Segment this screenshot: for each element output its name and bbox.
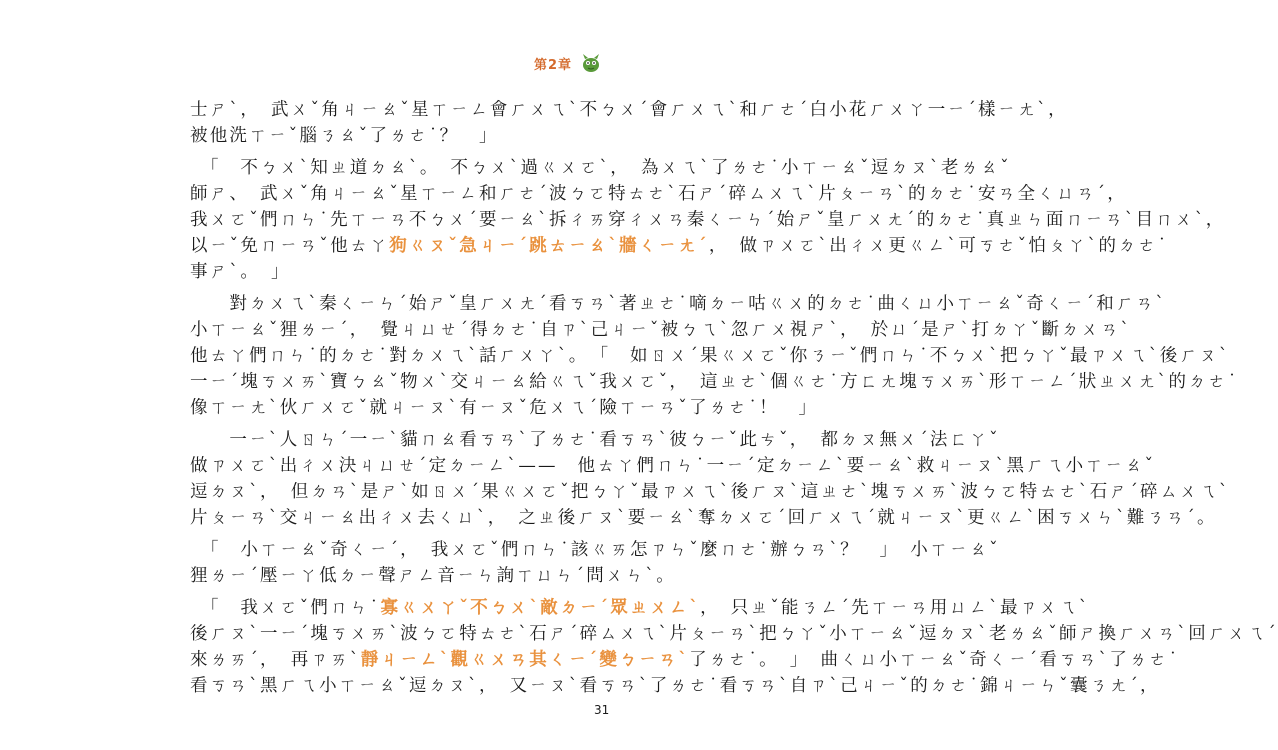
text-segment: 來ㄌㄞˊ， 再ㄗㄞˋ [190,650,361,670]
highlighted-idiom: 狗ㄍㄡˇ急ㄐㄧˊ跳ㄊㄧㄠˋ牆ㄑㄧㄤˊ [389,236,709,256]
chapter-header [534,52,602,74]
text-line [190,647,1180,673]
text-segment: 「 不ㄅㄨˋ知ㄓ道ㄉㄠˋ。 不ㄅㄨˋ過ㄍㄨㄛˋ， 為ㄨㄟˋ了ㄌㄜ˙小ㄒㄧㄠˇ逗ㄉㄡˋ老ㄌㄠˇ [190,158,1011,178]
text-line [190,595,1090,621]
text-segment: ， 只ㄓˇ能ㄋㄥˊ先ㄒㄧㄢ用ㄩㄥˋ最ㄗㄨㄟˋ [700,598,1090,618]
text-segment: 我ㄨㄛˇ們ㄇㄣ˙先ㄒㄧㄢ不ㄅㄨˊ要ㄧㄠˋ拆ㄔㄞ穿ㄔㄨㄢ秦ㄑㄧㄣˊ始ㄕˇ皇ㄏㄨㄤˊ的ㄉㄜ˙真ㄓㄣ面ㄇㄧㄢˋ目ㄇㄨˋ， [190,210,1226,230]
text-segment: ， 做ㄗㄨㄛˋ出ㄔㄨ更ㄍㄥˋ可ㄎㄜˇ怕ㄆㄚˋ的ㄉㄜ˙ [708,236,1169,256]
text-line [190,621,1278,647]
text-segment: 他ㄊㄚ們ㄇㄣ˙的ㄉㄜ˙對ㄉㄨㄟˋ話ㄏㄨㄚˋ。 「 如ㄖㄨˊ果ㄍㄨㄛˇ你ㄋㄧˇ們ㄇㄣ˙不ㄅㄨˋ把ㄅㄚˇ最ㄗㄨㄟˋ後ㄏㄡˋ [190,346,1230,366]
text-line [190,369,1239,395]
text-segment: 師ㄕ、 武ㄨˇ角ㄐㄧㄠˇ星ㄒㄧㄥ和ㄏㄜˊ波ㄅㄛ特ㄊㄜˋ石ㄕˊ碎ㄙㄨㄟˋ片ㄆㄧㄢˋ的ㄉㄜ˙安ㄢ全ㄑㄩㄢˊ， [190,184,1127,204]
text-line [190,453,1156,479]
highlighted-idiom: 靜ㄐㄧㄥˋ觀ㄍㄨㄢ其ㄑㄧˊ變ㄅㄧㄢˋ [360,650,690,670]
text-segment: 看ㄎㄢˋ黑ㄏㄟ小ㄒㄧㄠˇ逗ㄉㄡˋ， 又ㄧㄡˋ看ㄎㄢˋ了ㄌㄜ˙看ㄎㄢˋ自ㄗˋ己ㄐㄧˇ的ㄉㄜ˙錦ㄐㄧㄣˇ囊ㄋㄤˊ， [190,676,1160,696]
text-segment: 後ㄏㄡˋ一ㄧˊ塊ㄎㄨㄞˋ波ㄅㄛ特ㄊㄜˋ石ㄕˊ碎ㄙㄨㄟˋ片ㄆㄧㄢˋ把ㄅㄚˇ小ㄒㄧㄠˇ逗ㄉㄡˋ老ㄌㄠˇ師ㄕ換ㄏㄨㄢˋ回ㄏㄨㄟˊ [190,624,1278,644]
text-segment: 狸ㄌㄧˊ壓ㄧㄚ低ㄉㄧ聲ㄕㄥ音ㄧㄣ詢ㄒㄩㄣˊ問ㄨㄣˋ。 [190,566,676,586]
highlighted-idiom: 寡ㄍㄨㄚˇ不ㄅㄨˋ敵ㄉㄧˊ眾ㄓㄨㄥˋ [380,598,701,618]
text-line [190,317,1132,343]
text-line [190,537,1000,563]
text-line [190,505,1217,531]
text-line [190,123,580,149]
text-segment: 事ㄕˋ。 」 [190,262,291,282]
text-segment: 小ㄒㄧㄠˇ狸ㄌㄧˊ， 覺ㄐㄩㄝˊ得ㄉㄜ˙自ㄗˋ己ㄐㄧˇ被ㄅㄟˋ忽ㄏㄨ視ㄕˋ， 於ㄩˊ是ㄕˋ打ㄉㄚˇ斷ㄉㄨㄢˋ [190,320,1132,340]
text-line [190,673,1160,699]
chapter-label: 第2章 [533,57,572,73]
page-number: 31 [594,703,610,717]
text-segment: 對ㄉㄨㄟˋ秦ㄑㄧㄣˊ始ㄕˇ皇ㄏㄨㄤˊ看ㄎㄢˋ著ㄓㄜ˙嘀ㄉㄧ咕ㄍㄨ的ㄉㄜ˙曲ㄑㄩ小ㄒㄧㄠˇ奇ㄑㄧˊ和ㄏㄢˋ [190,294,1167,314]
green-monster-icon [580,52,602,74]
text-line [190,259,580,285]
text-line [190,291,1167,317]
text-line [190,427,1000,453]
text-line [190,479,1230,505]
text-line [190,181,1127,207]
text-segment: 做ㄗㄨㄛˋ出ㄔㄨ決ㄐㄩㄝˊ定ㄉㄧㄥˋ—— 他ㄊㄚ們ㄇㄣ˙一ㄧˊ定ㄉㄧㄥˋ要ㄧㄠˋ救ㄐㄧㄡˋ黑ㄏㄟ小ㄒㄧㄠˇ [190,456,1156,476]
text-segment: 「 我ㄨㄛˇ們ㄇㄣ˙ [190,598,381,618]
text-segment: 士ㄕˋ， 武ㄨˇ角ㄐㄧㄠˇ星ㄒㄧㄥ會ㄏㄨㄟˋ不ㄅㄨˊ會ㄏㄨㄟˋ和ㄏㄜˊ白小花ㄏㄨㄚ一ㄧˊ樣ㄧㄤˋ， [190,100,1068,120]
text-line [190,155,1011,181]
text-line [190,343,1230,369]
text-segment: 一ㄧˋ人ㄖㄣˊ一ㄧˋ貓ㄇㄠ看ㄎㄢˋ了ㄌㄜ˙看ㄎㄢˋ彼ㄅㄧˇ此ㄘˇ， 都ㄉㄡ無ㄨˊ法ㄈㄚˇ [190,430,1000,450]
text-segment: 片ㄆㄧㄢˋ交ㄐㄧㄠ出ㄔㄨ去ㄑㄩˋ， 之ㄓ後ㄏㄡˋ要ㄧㄠˋ奪ㄉㄨㄛˊ回ㄏㄨㄟˊ就ㄐㄧㄡˋ更ㄍㄥˋ困ㄎㄨㄣˋ難ㄋㄢˊ。 [190,508,1217,528]
text-segment: 一ㄧˊ塊ㄎㄨㄞˋ寶ㄅㄠˇ物ㄨˋ交ㄐㄧㄠ給ㄍㄟˇ我ㄨㄛˇ， 這ㄓㄜˋ個ㄍㄜ˙方ㄈㄤ塊ㄎㄨㄞˋ形ㄒㄧㄥˊ狀ㄓㄨㄤˋ的ㄉㄜ˙ [190,372,1239,392]
text-line [190,97,1068,123]
text-line [190,563,676,589]
text-segment: 被他洗ㄒㄧˇ腦ㄋㄠˇ了ㄌㄜ˙？ 」 [190,126,499,146]
text-line [190,207,1226,233]
text-segment: 了ㄌㄜ˙。 」 曲ㄑㄩ小ㄒㄧㄠˇ奇ㄑㄧˊ看ㄎㄢˋ了ㄌㄜ˙ [689,650,1180,670]
text-segment: 以ㄧˇ免ㄇㄧㄢˇ他ㄊㄚ [190,236,390,256]
text-segment: 「 小ㄒㄧㄠˇ奇ㄑㄧˊ， 我ㄨㄛˇ們ㄇㄣ˙該ㄍㄞ怎ㄗㄣˇ麼ㄇㄜ˙辦ㄅㄢˋ？ 」 小ㄒㄧㄠˇ [190,540,1000,560]
text-segment: 像ㄒㄧㄤˋ伙ㄏㄨㄛˇ就ㄐㄧㄡˋ有ㄧㄡˇ危ㄨㄟˊ險ㄒㄧㄢˇ了ㄌㄜ˙！ 」 [190,398,819,418]
text-segment: 逗ㄉㄡˋ， 但ㄉㄢˋ是ㄕˋ如ㄖㄨˊ果ㄍㄨㄛˇ把ㄅㄚˇ最ㄗㄨㄟˋ後ㄏㄡˋ這ㄓㄜˋ塊ㄎㄨㄞˋ波ㄅㄛ特ㄊㄜˋ石ㄕˊ碎ㄙㄨㄟˋ [190,482,1230,502]
story-text [190,97,1278,699]
text-line [190,233,1169,259]
text-line [190,395,819,421]
